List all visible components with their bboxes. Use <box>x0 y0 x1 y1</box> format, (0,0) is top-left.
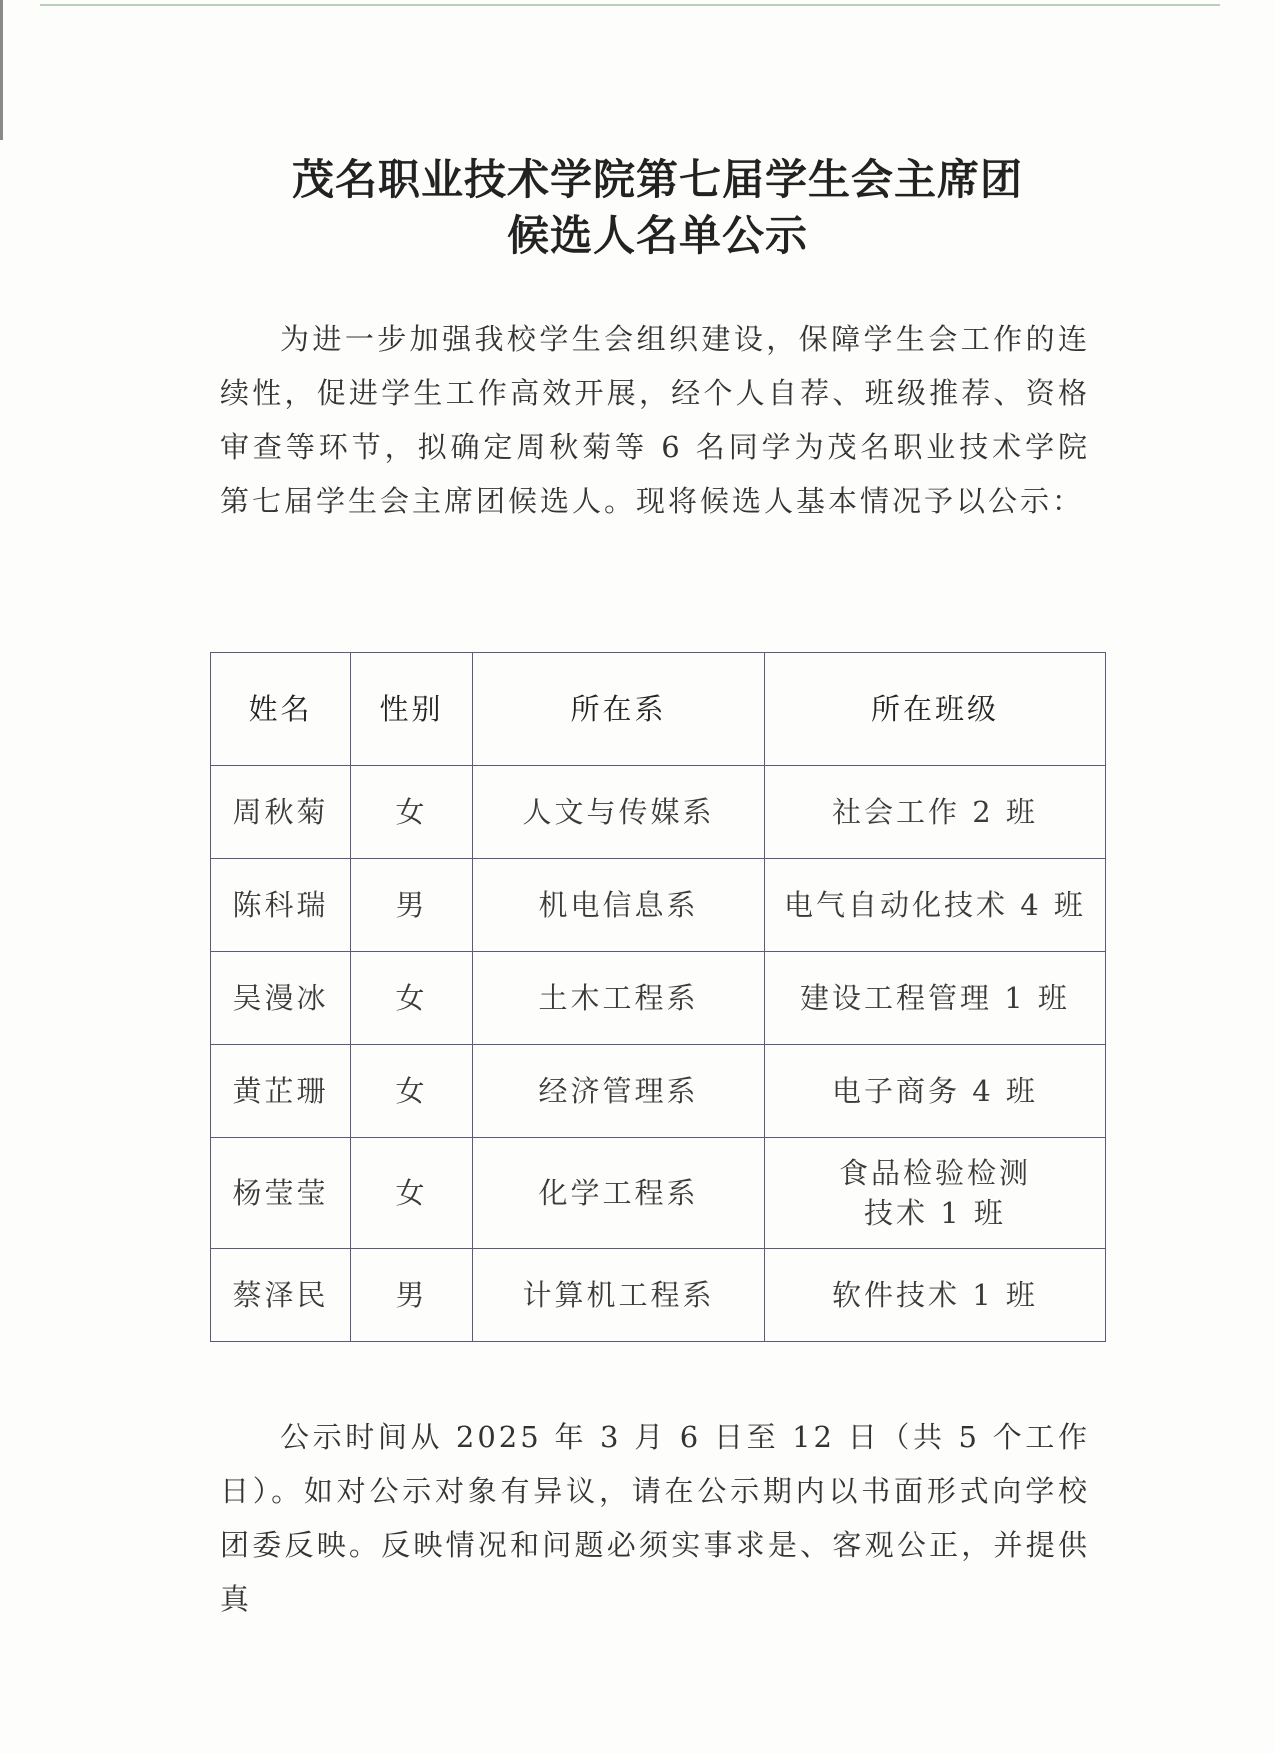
table-row <box>211 1045 1106 1138</box>
header-gender: 性别 <box>351 653 473 766</box>
header-name: 姓名 <box>211 653 351 766</box>
table-row <box>211 766 1106 859</box>
cell-department: 人文与传媒系 <box>473 766 765 859</box>
header-department: 所在系 <box>473 653 765 766</box>
cell-gender: 男 <box>351 859 473 952</box>
top-rule <box>40 4 1220 6</box>
cell-gender: 女 <box>351 952 473 1045</box>
cell-department: 土木工程系 <box>473 952 765 1045</box>
cell-department: 化学工程系 <box>473 1138 765 1249</box>
cell-name: 蔡泽民 <box>211 1249 351 1342</box>
cell-gender: 女 <box>351 1138 473 1249</box>
cell-name: 陈科瑞 <box>211 859 351 952</box>
candidate-table <box>210 652 1106 1342</box>
cell-class: 建设工程管理 1 班 <box>765 952 1106 1045</box>
cell-name: 黄芷珊 <box>211 1045 351 1138</box>
intro-paragraph: 为进一步加强我校学生会组织建设，保障学生会工作的连续性，促进学生工作高效开展，经个人自荐、班级推荐、资格审查等环节，拟确定周秋菊等 6 名同学为茂名职业技术学院第七届学生会主席团候选人。现将候选人基本情况予以公示： <box>220 322 1090 518</box>
cell-name: 吴漫冰 <box>211 952 351 1045</box>
cell-department: 经济管理系 <box>473 1045 765 1138</box>
cell-class: 社会工作 2 班 <box>765 766 1106 859</box>
scan-edge <box>0 0 3 140</box>
header-class: 所在班级 <box>765 653 1106 766</box>
cell-name: 杨莹莹 <box>211 1138 351 1249</box>
cell-class: 食品检验检测技术 1 班 <box>765 1138 1106 1249</box>
cell-class: 软件技术 1 班 <box>765 1249 1106 1342</box>
cell-class: 电子商务 4 班 <box>765 1045 1106 1138</box>
cell-class: 电气自动化技术 4 班 <box>765 859 1106 952</box>
cell-gender: 男 <box>351 1249 473 1342</box>
cell-department: 机电信息系 <box>473 859 765 952</box>
table-header-row <box>211 653 1106 766</box>
table-row <box>211 859 1106 952</box>
cell-gender: 女 <box>351 766 473 859</box>
closing-paragraph: 公示时间从 2025 年 3 月 6 日至 12 日（共 5 个工作日）。如对公示对象有异议，请在公示期内以书面形式向学校团委反映。反映情况和问题必须实事求是、客观公正，并提供真 <box>220 1420 1090 1616</box>
cell-name: 周秋菊 <box>211 766 351 859</box>
title-line-1: 茂名职业技术学院第七届学生会主席团 <box>291 155 1023 204</box>
cell-department: 计算机工程系 <box>473 1249 765 1342</box>
table-row <box>211 952 1106 1045</box>
cell-gender: 女 <box>351 1045 473 1138</box>
title-line-2: 候选人名单公示 <box>506 211 808 260</box>
table-row <box>211 1138 1106 1249</box>
table-row <box>211 1249 1106 1342</box>
